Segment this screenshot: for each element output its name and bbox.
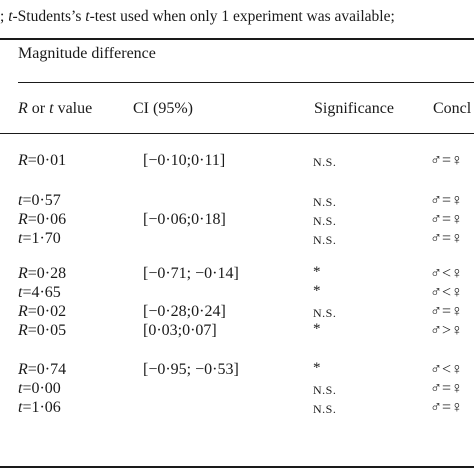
ci-value: [−0·06;0·18] xyxy=(143,211,226,228)
significance-value: * xyxy=(313,264,321,280)
stat-value: t=0·00 xyxy=(18,380,61,397)
significance-value: * xyxy=(313,360,321,376)
table-row xyxy=(0,265,474,285)
conclusion-value: ♂<♀ xyxy=(430,265,464,282)
conclusion-value: ♂>♀ xyxy=(430,322,464,339)
stat-value: R=0·06 xyxy=(18,211,67,228)
stat-value: R=0·28 xyxy=(18,265,67,282)
table-row xyxy=(0,230,474,250)
ci-value: [−0·28;0·24] xyxy=(143,303,226,320)
header-rule xyxy=(0,133,474,134)
header-significance: Significance xyxy=(314,100,394,117)
stat-value: R=0·02 xyxy=(18,303,67,320)
table-row xyxy=(0,399,474,419)
conclusion-value: ♂<♀ xyxy=(430,284,464,301)
header-ci: CI (95%) xyxy=(133,100,193,117)
conclusion-value: ♂=♀ xyxy=(430,152,464,169)
header-r-or-t: R or t value xyxy=(18,100,93,117)
table-caption: ; t-Students’s t-test used when only 1 experiment was available; xyxy=(0,8,395,25)
table-row xyxy=(0,152,474,172)
bottom-rule xyxy=(0,466,474,468)
conclusion-value: ♂=♀ xyxy=(430,192,464,209)
significance-value: N.S. xyxy=(313,383,337,397)
stat-value: t=4·65 xyxy=(18,284,61,301)
top-rule xyxy=(0,38,474,40)
conclusion-value: ♂=♀ xyxy=(430,380,464,397)
significance-value: N.S. xyxy=(313,306,337,320)
conclusion-value: ♂=♀ xyxy=(430,211,464,228)
ci-value: [−0·95; −0·53] xyxy=(143,361,239,378)
significance-value: N.S. xyxy=(313,402,337,416)
conclusion-value: ♂<♀ xyxy=(430,361,464,378)
stat-value: t=1·70 xyxy=(18,230,61,247)
significance-value: N.S. xyxy=(313,233,337,247)
table-row xyxy=(0,303,474,323)
significance-value: N.S. xyxy=(313,195,337,209)
significance-value: * xyxy=(313,321,321,337)
conclusion-value: ♂=♀ xyxy=(430,303,464,320)
stat-value: t=0·57 xyxy=(18,192,61,209)
table-row xyxy=(0,361,474,381)
conclusion-value: ♂=♀ xyxy=(430,230,464,247)
table-row xyxy=(0,211,474,231)
stat-value: R=0·01 xyxy=(18,152,67,169)
table-row xyxy=(0,192,474,212)
stat-value: R=0·05 xyxy=(18,322,67,339)
significance-value: * xyxy=(313,283,321,299)
table-row xyxy=(0,284,474,304)
header-conclusion: Concl xyxy=(433,100,472,117)
significance-value: N.S. xyxy=(313,155,337,169)
ci-value: [−0·71; −0·14] xyxy=(143,265,239,282)
table-row xyxy=(0,380,474,400)
group-rule xyxy=(18,82,474,83)
significance-value: N.S. xyxy=(313,214,337,228)
group-title: Magnitude difference xyxy=(18,45,156,62)
stat-value: R=0·74 xyxy=(18,361,67,378)
ci-value: [0·03;0·07] xyxy=(143,322,217,339)
stat-value: t=1·06 xyxy=(18,399,61,416)
ci-value: [−0·10;0·11] xyxy=(143,152,226,169)
table-row xyxy=(0,322,474,342)
conclusion-value: ♂=♀ xyxy=(430,399,464,416)
